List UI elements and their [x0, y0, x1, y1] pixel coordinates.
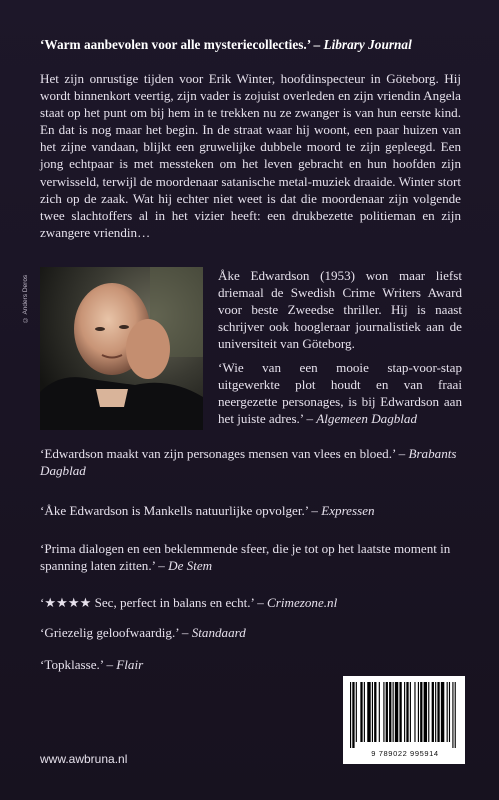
barcode-bar: [435, 682, 436, 742]
author-bio: Åke Edwardson (1953) won maar liefst driemaal de Swedish Crime Writers Award voor beste Zweedse thriller. Hij is naast schrijver ook hoogleraar journalistiek aan de universiteit van Göteborg.: [218, 268, 462, 351]
author-portrait-image: [40, 267, 203, 430]
barcode-bar: [367, 682, 370, 742]
review-quote: [40, 502, 460, 519]
review-quote: [40, 445, 460, 479]
barcode-bar: [441, 682, 444, 742]
barcode-bar: [393, 682, 394, 742]
review-quote-text: ‘Edwardson maakt van zijn personages mensen van vlees en bloed.’ –: [40, 446, 409, 461]
review-quote-ad: [218, 359, 462, 427]
barcode-bar: [364, 682, 365, 742]
top-quote-text: ‘Warm aanbevolen voor alle mysteriecollecties.’ –: [40, 37, 324, 52]
review-quote: [40, 624, 460, 641]
review-quote-text: ‘Wie van een mooie stap-voor-stap uitgewerkte plot houdt en van fraai neergezette personages, is bij Edwardson aan het juiste adres.’ –: [218, 360, 462, 426]
review-quote: [40, 656, 460, 673]
review-quote: [40, 540, 460, 574]
review-quote-source: Crimezone.nl: [267, 595, 338, 610]
review-quote-text: ‘★★★★ Sec, perfect in balans en echt.’ –: [40, 595, 268, 610]
review-quote-source: Flair: [116, 657, 144, 672]
review-quote-source: Standaard: [191, 625, 246, 640]
barcode-bar: [386, 682, 388, 742]
review-quote-text: ‘Åke Edwardson is Mankells natuurlijke opvolger.’ –: [40, 503, 322, 518]
barcode-bar: [352, 682, 354, 748]
review-quote-source: Expressen: [321, 503, 375, 518]
barcode-bar: [437, 682, 439, 742]
barcode-bar: [420, 682, 422, 742]
barcode-bar: [389, 682, 391, 742]
barcode-number: 9 789022 995914: [371, 749, 439, 758]
synopsis: Het zijn onrustige tijden voor Erik Winter, hoofdinspecteur in Göteborg. Hij wordt binnenkort veertig, zijn vader is zojuist overleden en zijn vriendin Angela staat op het punt om bij hem in te trekken nu ze zwanger is van hun eerste kind. En dat is nog maar het begin. In de straat waar hij woont, een paar huizen van het zijne vandaan, blijkt een gruwelijke dubbele moord te zijn gepleegd. Een jong echtpaar is met messteken om het leven gebracht en hun hoofden zijn verwisseld, terwijl de moordenaar satanische metal-muziek draaide. Winter stort zich op de zaak. Wat hij echter niet weet is dat die moordenaar zijn volgende twee slachtoffers al in het vizier heeft: een drukbezette politieman en zijn zwangere vriendin…: [40, 71, 461, 240]
barcode-bar: [356, 682, 357, 742]
review-quote-text: ‘Prima dialogen en een beklemmende sfeer, die je tot op het laatste moment in spanning laten zitten.’ –: [40, 541, 451, 573]
barcode-bar: [455, 682, 456, 748]
barcode-bar: [414, 682, 415, 742]
barcode-bar: [404, 682, 405, 742]
review-quote-text: ‘Topklasse.’ –: [40, 657, 117, 672]
barcode-bar: [379, 682, 380, 742]
review-quote: [40, 594, 460, 611]
author-photo: [40, 267, 203, 430]
top-quote: [40, 36, 470, 53]
barcode-bar: [399, 682, 401, 742]
review-quote-source: Brabants Dagblad: [40, 446, 457, 478]
barcode-bar: [350, 682, 351, 748]
barcode-bar: [428, 682, 429, 742]
review-quote-text: ‘Griezelig geloofwaardig.’ –: [40, 625, 192, 640]
barcode-bar: [410, 682, 411, 742]
top-quote-source: Library Journal: [323, 37, 412, 52]
barcode-bar: [418, 682, 419, 742]
publisher-url: www.awbruna.nl: [40, 752, 128, 766]
barcode-bar: [395, 682, 398, 742]
photo-credit: © Anders Deros: [22, 275, 29, 324]
barcode-bar: [452, 682, 453, 748]
barcode-bar: [374, 682, 376, 742]
review-quote-source: Algemeen Dagblad: [316, 411, 418, 426]
barcode-bar: [372, 682, 373, 742]
barcode-bar: [383, 682, 384, 742]
barcode-bar: [406, 682, 408, 742]
barcode-bar: [424, 682, 427, 742]
review-quote-source: De Stem: [168, 558, 213, 573]
barcode-bar: [432, 682, 434, 742]
barcode-bar: [447, 682, 448, 742]
barcode-bar: [449, 682, 450, 742]
barcode-bar: [360, 682, 362, 742]
